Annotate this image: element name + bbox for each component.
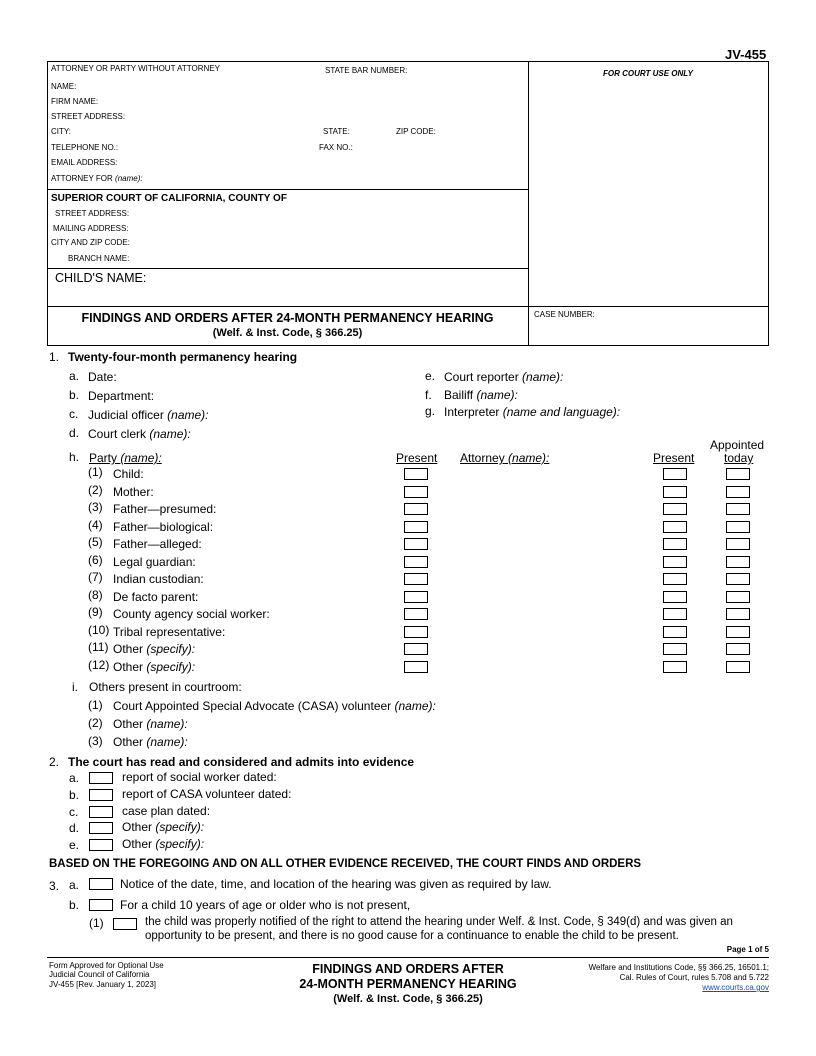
evidence-letter: b. bbox=[69, 787, 80, 802]
s1c-letter: c. bbox=[69, 407, 79, 421]
party-row-number: (3) bbox=[88, 500, 103, 514]
s1h-attorney-header bbox=[460, 451, 549, 465]
attorney-for-text: ATTORNEY FOR bbox=[51, 174, 113, 183]
others-row-hint: (name): bbox=[146, 735, 188, 749]
appointed-today-checkbox[interactable] bbox=[726, 626, 750, 638]
footer-rules-ref: Cal. Rules of Court, rules 5.708 and 5.722 bbox=[619, 973, 769, 982]
party-row-label[interactable] bbox=[113, 537, 202, 551]
footer-title-1: FINDINGS AND ORDERS AFTER bbox=[312, 962, 504, 976]
s1e-court-reporter[interactable] bbox=[444, 370, 563, 384]
s3b-letter: b. bbox=[69, 898, 80, 912]
others-row-number: (1) bbox=[88, 698, 103, 712]
s1f-bailiff[interactable] bbox=[444, 388, 518, 402]
s3b1-number: (1) bbox=[89, 916, 104, 930]
branch-label[interactable]: BRANCH NAME: bbox=[68, 254, 130, 263]
s1d-hint: (name): bbox=[149, 427, 191, 441]
party-row-number: (7) bbox=[88, 570, 103, 584]
party-row-label[interactable] bbox=[113, 502, 216, 516]
others-row-text: Other bbox=[113, 717, 147, 731]
attorney-present-checkbox[interactable] bbox=[663, 556, 687, 568]
page-number: Page 1 of 5 bbox=[726, 945, 769, 954]
form-title: FINDINGS AND ORDERS AFTER 24-MONTH PERMANENCY HEARING bbox=[81, 311, 494, 325]
party-row-label[interactable] bbox=[113, 607, 270, 621]
s1b-department[interactable]: Department: bbox=[88, 389, 155, 403]
zip-label[interactable]: ZIP CODE: bbox=[396, 127, 436, 136]
s3b1-checkbox[interactable] bbox=[113, 918, 137, 930]
s1f-text: Bailiff bbox=[444, 388, 474, 402]
evidence-letter: a. bbox=[69, 771, 80, 785]
mailing-label[interactable]: MAILING ADDRESS: bbox=[53, 224, 129, 233]
evidence-checkbox[interactable] bbox=[89, 822, 113, 834]
party-row-number: (4) bbox=[88, 517, 103, 532]
city-label[interactable]: CITY: bbox=[51, 127, 72, 136]
footer-revision: JV-455 [Rev. January 1, 2023] bbox=[49, 980, 157, 989]
party-row-label[interactable] bbox=[113, 520, 213, 534]
party-row-label[interactable] bbox=[113, 555, 196, 569]
attorney-present-checkbox[interactable] bbox=[663, 486, 687, 498]
party-present-checkbox[interactable] bbox=[404, 643, 428, 655]
party-row-hint: (specify): bbox=[146, 659, 196, 674]
s1d-court-clerk[interactable] bbox=[88, 427, 191, 441]
email-label[interactable]: EMAIL ADDRESS: bbox=[51, 158, 118, 167]
attorney-present-checkbox[interactable] bbox=[663, 591, 687, 603]
caption-rule-child bbox=[47, 268, 528, 269]
s1-number: 1. bbox=[49, 350, 60, 364]
attorney-present-checkbox[interactable] bbox=[663, 661, 687, 673]
party-row-label[interactable] bbox=[113, 590, 198, 604]
s3b-text: For a child 10 years of age or older who is not present, bbox=[120, 898, 411, 912]
evidence-text: report of social worker dated: bbox=[122, 770, 277, 784]
party-row-label[interactable] bbox=[113, 625, 225, 639]
party-row-number: (9) bbox=[88, 605, 103, 619]
s1f-letter: f. bbox=[425, 388, 432, 402]
party-row-text: Father—biological: bbox=[113, 519, 214, 534]
attorney-header: ATTORNEY OR PARTY WITHOUT ATTORNEY bbox=[51, 64, 220, 73]
name-label[interactable]: NAME: bbox=[51, 82, 77, 91]
attorney-present-checkbox[interactable] bbox=[663, 608, 687, 620]
s1g-letter: g. bbox=[425, 404, 436, 418]
court-use-label: FOR COURT USE ONLY bbox=[603, 69, 693, 78]
appointed-today-checkbox[interactable] bbox=[726, 521, 750, 533]
s1h-party-text: Party bbox=[89, 451, 118, 465]
s1c-hint: (name): bbox=[167, 408, 209, 422]
s1g-hint: (name and language): bbox=[502, 405, 621, 419]
party-row-text: Father—alleged: bbox=[113, 537, 202, 551]
court-street-label[interactable]: STREET ADDRESS: bbox=[55, 209, 130, 218]
s1i-heading: Others present in courtroom: bbox=[89, 680, 242, 694]
caption-divider bbox=[528, 61, 529, 346]
attorney-for-label[interactable] bbox=[51, 174, 143, 183]
party-row-text: Other bbox=[113, 642, 147, 656]
form-id: JV-455 bbox=[725, 47, 767, 62]
others-row-label[interactable] bbox=[113, 699, 436, 713]
party-row-text: Father—presumed: bbox=[113, 502, 217, 516]
party-row-number: (5) bbox=[88, 535, 103, 549]
party-present-checkbox[interactable] bbox=[404, 521, 428, 533]
attorney-present-checkbox[interactable] bbox=[663, 626, 687, 638]
fax-label[interactable]: FAX NO.: bbox=[319, 143, 353, 152]
party-present-checkbox[interactable] bbox=[404, 556, 428, 568]
s1a-date[interactable]: Date: bbox=[88, 370, 117, 384]
appointed-today-checkbox[interactable] bbox=[726, 468, 750, 480]
party-row-label[interactable] bbox=[113, 660, 195, 674]
s1d-letter: d. bbox=[69, 426, 80, 440]
appointed-today-checkbox[interactable] bbox=[726, 503, 750, 515]
party-row-text: Tribal representative: bbox=[113, 624, 226, 639]
s1e-letter: e. bbox=[425, 369, 436, 383]
s1h-letter: h. bbox=[69, 450, 80, 464]
childs-name-label[interactable]: CHILD'S NAME: bbox=[55, 271, 147, 285]
attorney-present-checkbox[interactable] bbox=[663, 573, 687, 585]
footer-title-2: 24-MONTH PERMANENCY HEARING bbox=[299, 977, 517, 991]
s1e-text: Court reporter bbox=[444, 370, 519, 384]
city-zip-label[interactable]: CITY AND ZIP CODE: bbox=[51, 238, 130, 247]
s1h-party-header bbox=[89, 451, 162, 465]
appointed-today-checkbox[interactable] bbox=[726, 591, 750, 603]
s1h-today-header: today bbox=[724, 451, 754, 465]
evidence-letter: d. bbox=[69, 821, 80, 836]
firm-label[interactable]: FIRM NAME: bbox=[51, 97, 99, 106]
attorney-present-checkbox[interactable] bbox=[663, 468, 687, 480]
s3-number: 3. bbox=[49, 879, 60, 893]
party-row-text: Child: bbox=[113, 467, 144, 481]
evidence-letter: c. bbox=[69, 804, 79, 819]
party-row-text: County agency social worker: bbox=[113, 607, 270, 621]
evidence-label bbox=[122, 804, 210, 818]
others-row-text: Court Appointed Special Advocate (CASA) volunteer bbox=[113, 699, 395, 713]
evidence-label bbox=[122, 837, 204, 851]
party-row-number: (12) bbox=[88, 657, 110, 672]
s1f-hint: (name): bbox=[476, 388, 518, 402]
party-row-text: Legal guardian: bbox=[113, 554, 196, 569]
evidence-text: case plan dated: bbox=[122, 803, 211, 818]
party-row-label[interactable] bbox=[113, 642, 195, 656]
s1h-attorney-hint: (name): bbox=[508, 451, 550, 465]
party-row-text: Other bbox=[113, 659, 147, 674]
party-row-number: (11) bbox=[88, 640, 109, 654]
s1-heading: Twenty-four-month permanency hearing bbox=[68, 350, 298, 364]
s1c-judicial-officer[interactable] bbox=[88, 408, 209, 422]
others-row-hint: (name): bbox=[146, 717, 188, 731]
party-row-hint: (specify): bbox=[146, 642, 196, 656]
party-row-number: (6) bbox=[88, 552, 103, 567]
state-label[interactable]: STATE: bbox=[323, 127, 350, 136]
party-row-label[interactable] bbox=[113, 485, 154, 499]
evidence-label bbox=[122, 820, 204, 834]
footer-title-3: (Welf. & Inst. Code, § 366.25) bbox=[333, 993, 483, 1005]
evidence-label bbox=[122, 787, 291, 801]
party-present-checkbox[interactable] bbox=[404, 503, 428, 515]
footer-approval: Form Approved for Optional Use bbox=[49, 961, 164, 970]
s1i-letter: i. bbox=[72, 680, 78, 694]
party-present-checkbox[interactable] bbox=[404, 661, 428, 673]
appointed-today-checkbox[interactable] bbox=[726, 661, 750, 673]
evidence-checkbox[interactable] bbox=[89, 789, 113, 801]
attorney-present-checkbox[interactable] bbox=[663, 503, 687, 515]
appointed-today-checkbox[interactable] bbox=[726, 538, 750, 550]
s1g-text: Interpreter bbox=[444, 405, 500, 419]
others-row-label[interactable] bbox=[113, 735, 188, 749]
others-row-text: Other bbox=[113, 735, 147, 749]
party-row-number: (10) bbox=[88, 622, 110, 637]
party-present-checkbox[interactable] bbox=[404, 591, 428, 603]
evidence-hint: (specify): bbox=[155, 837, 205, 852]
party-present-checkbox[interactable] bbox=[404, 608, 428, 620]
s2-heading: The court has read and considered and admits into evidence bbox=[68, 755, 415, 769]
footer-rule bbox=[47, 957, 769, 958]
caption-rule-title bbox=[47, 306, 769, 307]
s3b1-line2: opportunity to be present, and there is no good cause for a continuance to enable the child to be present. bbox=[145, 930, 679, 942]
others-row-number: (2) bbox=[88, 716, 103, 730]
attorney-present-checkbox[interactable] bbox=[663, 538, 687, 550]
party-row-text: Indian custodian: bbox=[113, 572, 204, 586]
caption-rule-court bbox=[47, 189, 528, 190]
s1b-letter: b. bbox=[69, 388, 80, 402]
evidence-letter: e. bbox=[69, 838, 80, 853]
party-present-checkbox[interactable] bbox=[404, 538, 428, 550]
s1g-interpreter[interactable] bbox=[444, 405, 620, 419]
s3a-letter: a. bbox=[69, 878, 80, 892]
s1c-text: Judicial officer bbox=[88, 408, 164, 422]
findings-heading: BASED ON THE FOREGOING AND ON ALL OTHER EVIDENCE RECEIVED, THE COURT FINDS AND ORDERS bbox=[49, 858, 642, 870]
evidence-label bbox=[122, 770, 277, 784]
footer-code-ref: Welfare and Institutions Code, §§ 366.25, 16501.1; bbox=[588, 963, 769, 972]
party-row-text: De facto parent: bbox=[113, 589, 199, 604]
appointed-today-checkbox[interactable] bbox=[726, 556, 750, 568]
party-row-number: (8) bbox=[88, 587, 103, 602]
evidence-checkbox[interactable] bbox=[89, 772, 113, 784]
evidence-checkbox[interactable] bbox=[89, 806, 113, 818]
court-heading: SUPERIOR COURT OF CALIFORNIA, COUNTY OF bbox=[51, 193, 287, 204]
party-row-number: (2) bbox=[88, 482, 103, 497]
party-present-checkbox[interactable] bbox=[404, 468, 428, 480]
appointed-today-checkbox[interactable] bbox=[726, 643, 750, 655]
phone-label[interactable]: TELEPHONE NO.: bbox=[51, 143, 119, 152]
s1e-hint: (name): bbox=[522, 370, 564, 384]
s3a-text: Notice of the date, time, and location of the hearing was given as required by law. bbox=[120, 877, 552, 891]
s1h-present-header: Present bbox=[396, 451, 438, 465]
s1h-appointed-header: Appointed bbox=[710, 438, 765, 452]
others-row-label[interactable] bbox=[113, 717, 188, 731]
s3b1-line1: the child was properly notified of the right to attend the hearing under Welf. & Inst. Code, § 349(d) and was given an bbox=[145, 916, 733, 928]
party-row-number: (1) bbox=[88, 465, 103, 479]
appointed-today-checkbox[interactable] bbox=[726, 573, 750, 585]
s2-number: 2. bbox=[49, 755, 60, 769]
appointed-today-checkbox[interactable] bbox=[726, 608, 750, 620]
party-present-checkbox[interactable] bbox=[404, 486, 428, 498]
attorney-for-name-hint: (name): bbox=[115, 174, 143, 183]
s3b-checkbox[interactable] bbox=[89, 899, 113, 911]
footer-council: Judicial Council of California bbox=[49, 970, 150, 979]
street-label[interactable]: STREET ADDRESS: bbox=[51, 112, 126, 121]
s1h-attorney-present-header: Present bbox=[653, 451, 695, 465]
attorney-present-checkbox[interactable] bbox=[663, 643, 687, 655]
evidence-hint: (specify): bbox=[155, 820, 205, 835]
attorney-present-checkbox[interactable] bbox=[663, 521, 687, 533]
evidence-checkbox[interactable] bbox=[89, 839, 113, 851]
party-present-checkbox[interactable] bbox=[404, 573, 428, 585]
appointed-today-checkbox[interactable] bbox=[726, 486, 750, 498]
evidence-text: Other bbox=[122, 820, 156, 835]
party-row-text: Mother: bbox=[113, 484, 154, 499]
others-row-hint: (name): bbox=[394, 699, 436, 713]
s1h-attorney-text: Attorney bbox=[460, 451, 505, 465]
s3a-checkbox[interactable] bbox=[89, 878, 113, 890]
evidence-text: Other bbox=[122, 837, 156, 852]
form-title-code: (Welf. & Inst. Code, § 366.25) bbox=[212, 327, 363, 339]
party-row-label[interactable] bbox=[113, 467, 144, 481]
party-row-label[interactable] bbox=[113, 572, 204, 586]
others-row-number: (3) bbox=[88, 734, 103, 748]
evidence-text: report of CASA volunteer dated: bbox=[122, 786, 292, 801]
s1d-text: Court clerk bbox=[88, 427, 147, 441]
case-number-label[interactable]: CASE NUMBER: bbox=[534, 310, 595, 319]
s1h-party-hint: (name): bbox=[120, 451, 162, 465]
s1a-letter: a. bbox=[69, 369, 80, 383]
party-present-checkbox[interactable] bbox=[404, 626, 428, 638]
footer-website-link[interactable]: www.courts.ca.gov bbox=[702, 983, 769, 992]
state-bar-label: STATE BAR NUMBER: bbox=[325, 66, 408, 75]
